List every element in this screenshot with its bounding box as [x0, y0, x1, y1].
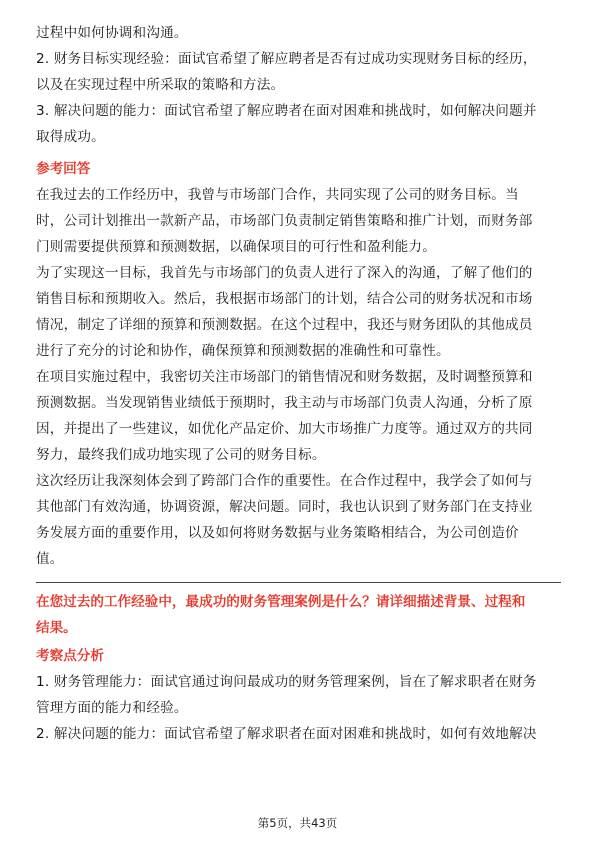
intro-line: 2. 财务目标实现经验：面试官希望了解应聘者是否有过成功实现财务目标的经历，	[36, 51, 537, 67]
question-block	[36, 591, 561, 639]
question-line: 结果。	[36, 620, 77, 636]
answer-line: 努力，最终我们成功地实现了公司的财务目标。	[36, 447, 326, 463]
analysis-line: 管理方面的能力和经验。	[36, 700, 188, 716]
answer-line: 为了实现这一目标，我首先与市场部门的负责人进行了深入的沟通，了解了他们的	[36, 265, 533, 281]
page-footer: 第5页，共43页	[257, 816, 338, 830]
answer-section	[36, 182, 561, 572]
section-divider	[36, 582, 561, 583]
intro-line: 3. 解决问题的能力：面试官希望了解应聘者在面对困难和挑战时，如何解决问题并	[36, 103, 537, 119]
analysis-heading: 考察点分析	[36, 648, 104, 664]
answer-line: 时，公司计划推出一款新产品，市场部门负责制定销售策略和推广计划，而财务部	[36, 213, 533, 229]
answer-line: 这次经历让我深刻体会到了跨部门合作的重要性。在合作过程中，我学会了如何与	[36, 473, 533, 489]
answer-line: 在我过去的工作经历中，我曾与市场部门合作，共同实现了公司的财务目标。当	[36, 187, 519, 203]
answer-line: 务发展方面的重要作用，以及如何将财务数据与业务策略相结合，为公司创造价	[36, 525, 519, 541]
reference-answer-heading: 参考回答	[36, 161, 91, 177]
answer-line: 其他部门有效沟通，协调资源，解决问题。同时，我也认识到了财务部门在支持业	[36, 499, 533, 515]
intro-line: 过程中如何协调和沟通。	[36, 25, 188, 41]
intro-line: 以及在实现过程中所采取的策略和方法。	[36, 77, 285, 93]
question-line: 在您过去的工作经验中，最成功的财务管理案例是什么？请详细描述背景、过程和	[36, 594, 526, 610]
intro-line: 取得成功。	[36, 129, 105, 145]
analysis-section	[36, 669, 561, 747]
intro-section	[36, 20, 561, 150]
answer-line: 销售目标和预期收入。然后，我根据市场部门的计划，结合公司的财务状况和市场	[36, 291, 533, 307]
answer-line: 情况，制定了详细的预算和预测数据。在这个过程中，我还与财务团队的其他成员	[36, 317, 533, 333]
answer-line: 在项目实施过程中，我密切关注市场部门的销售情况和财务数据，及时调整预算和	[36, 369, 533, 385]
analysis-line: 2. 解决问题的能力：面试官希望了解求职者在面对困难和挑战时，如何有效地解决	[36, 726, 537, 742]
answer-line: 值。	[36, 551, 64, 567]
answer-line: 进行了充分的讨论和协作，确保预算和预测数据的准确性和可靠性。	[36, 343, 450, 359]
answer-line: 因，并提出了一些建议，如优化产品定价、加大市场推广力度等。通过双方的共同	[36, 421, 533, 437]
answer-line: 预测数据。当发现销售业绩低于预期时，我主动与市场部门负责人沟通，分析了原	[36, 395, 533, 411]
answer-line: 门则需要提供预算和预测数据，以确保项目的可行性和盈利能力。	[36, 239, 437, 255]
page-content	[36, 20, 561, 747]
analysis-line: 1. 财务管理能力：面试官通过询问最成功的财务管理案例，旨在了解求职者在财务	[36, 674, 537, 690]
